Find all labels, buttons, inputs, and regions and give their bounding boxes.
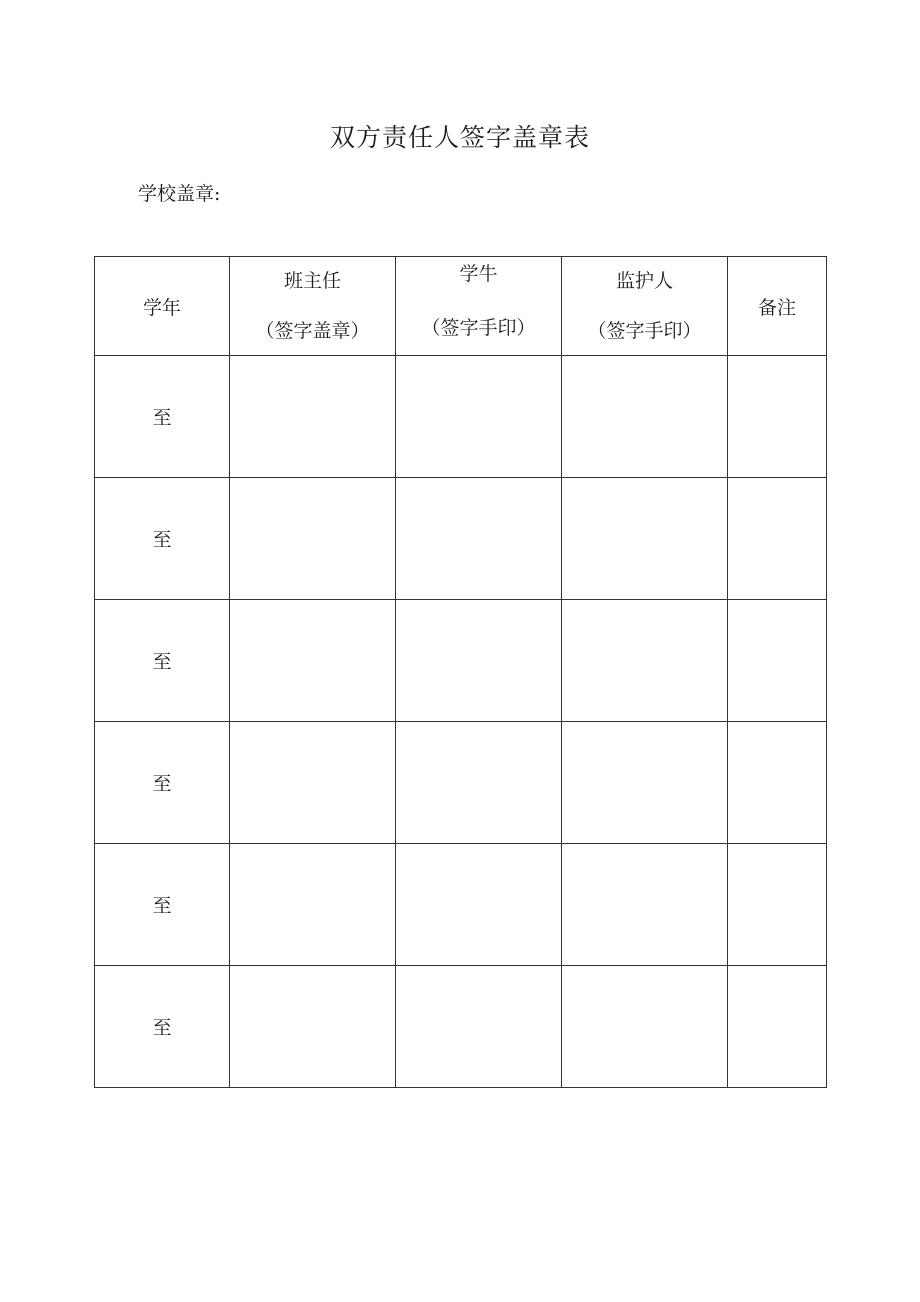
teacher-signature-cell[interactable] xyxy=(230,722,396,844)
remarks-cell[interactable] xyxy=(728,478,827,600)
remarks-cell[interactable] xyxy=(728,722,827,844)
header-guardian xyxy=(562,257,728,356)
header-guardian-note: （签字手印） xyxy=(587,320,702,342)
table-row xyxy=(95,478,827,600)
remarks-cell[interactable] xyxy=(728,356,827,478)
header-student-label: 学牛 xyxy=(459,263,498,285)
guardian-signature-cell[interactable] xyxy=(562,844,728,966)
guardian-signature-cell[interactable] xyxy=(562,600,728,722)
guardian-signature-cell[interactable] xyxy=(562,478,728,600)
year-cell: 至 xyxy=(95,722,230,844)
teacher-signature-cell[interactable] xyxy=(230,844,396,966)
header-student xyxy=(396,257,562,356)
table-row xyxy=(95,966,827,1088)
year-cell: 至 xyxy=(95,844,230,966)
guardian-signature-cell[interactable] xyxy=(562,966,728,1088)
table-row xyxy=(95,600,827,722)
header-teacher xyxy=(230,257,396,356)
signature-table xyxy=(94,256,827,1088)
school-seal-label: 学校盖章: xyxy=(138,183,221,205)
remarks-cell[interactable] xyxy=(728,966,827,1088)
student-signature-cell[interactable] xyxy=(396,966,562,1088)
table-header-row xyxy=(95,257,827,356)
year-cell: 至 xyxy=(95,966,230,1088)
header-remarks-label: 备注 xyxy=(757,296,796,319)
header-student-note: （签字手印） xyxy=(421,317,536,339)
student-signature-cell[interactable] xyxy=(396,844,562,966)
teacher-signature-cell[interactable] xyxy=(230,966,396,1088)
teacher-signature-cell[interactable] xyxy=(230,478,396,600)
table-row xyxy=(95,722,827,844)
remarks-cell[interactable] xyxy=(728,600,827,722)
guardian-signature-cell[interactable] xyxy=(562,356,728,478)
guardian-signature-cell[interactable] xyxy=(562,722,728,844)
table-row xyxy=(95,356,827,478)
teacher-signature-cell[interactable] xyxy=(230,600,396,722)
header-remarks xyxy=(728,257,827,356)
header-teacher-label: 班主任 xyxy=(283,270,341,292)
year-cell: 至 xyxy=(95,600,230,722)
table-row xyxy=(95,844,827,966)
teacher-signature-cell[interactable] xyxy=(230,356,396,478)
student-signature-cell[interactable] xyxy=(396,478,562,600)
document-title: 双方责任人签字盖章表 xyxy=(329,123,590,152)
student-signature-cell[interactable] xyxy=(396,600,562,722)
header-year-label: 学年 xyxy=(142,296,181,319)
student-signature-cell[interactable] xyxy=(396,722,562,844)
year-cell: 至 xyxy=(95,478,230,600)
remarks-cell[interactable] xyxy=(728,844,827,966)
header-guardian-label: 监护人 xyxy=(615,270,673,292)
year-cell: 至 xyxy=(95,356,230,478)
student-signature-cell[interactable] xyxy=(396,356,562,478)
header-teacher-note: （签字盖章） xyxy=(255,320,370,342)
header-year xyxy=(95,257,230,356)
